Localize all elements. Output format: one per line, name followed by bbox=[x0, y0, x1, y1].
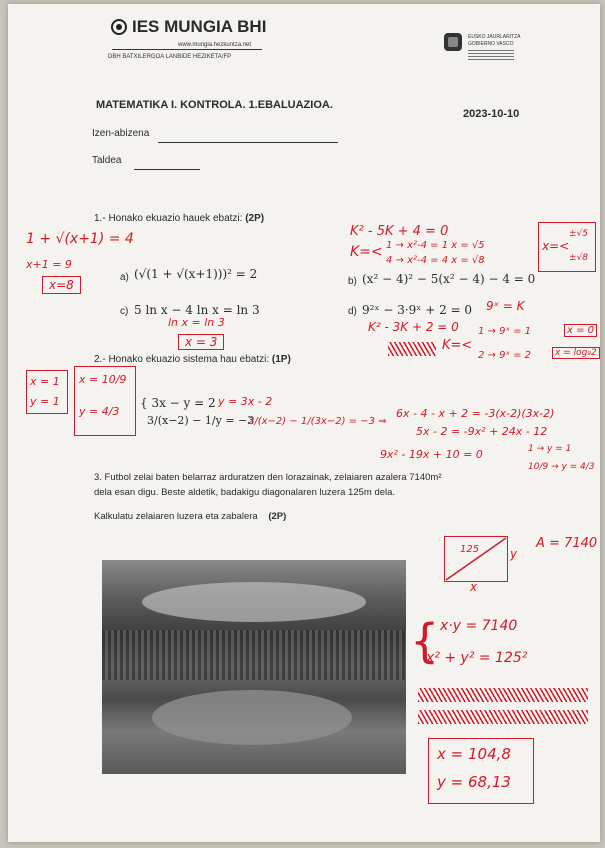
q3-answer-box bbox=[428, 738, 534, 804]
q3-diag-label: 125 bbox=[460, 544, 480, 555]
exam-date: 2023-10-10 bbox=[463, 108, 520, 120]
stadium-stands bbox=[102, 630, 406, 680]
q2-sol1-y: y = 1 bbox=[30, 395, 60, 408]
q1a-label: a) bbox=[120, 272, 129, 283]
q1d-work-1: 9ˣ = K bbox=[486, 299, 525, 313]
q3-line-3 bbox=[94, 511, 286, 522]
group-field[interactable] bbox=[134, 168, 200, 170]
exam-sheet bbox=[8, 4, 600, 842]
q1c-answer: x = 3 bbox=[178, 334, 224, 350]
q3-line-2: dela esan digu. Beste aldetik, badakigu diagonalaren luzera 125m dela. bbox=[94, 487, 396, 498]
q1d-answer-1: x = 0 bbox=[564, 324, 597, 337]
q3-brace: { bbox=[410, 614, 440, 668]
q1a-work-2: x+1 = 9 bbox=[26, 258, 72, 271]
q2-work-4b: 10/9 → y = 4/3 bbox=[528, 462, 595, 472]
name-label: Izen-abizena bbox=[92, 128, 150, 139]
group-label: Taldea bbox=[92, 155, 122, 166]
q1c-work: ln x = ln 3 bbox=[168, 316, 225, 329]
q1b-work-1: K² - 5K + 4 = 0 bbox=[350, 224, 449, 239]
q2-answer-box-2 bbox=[74, 366, 136, 436]
q3-x-label: x bbox=[470, 580, 478, 594]
q1d-work-k: K=< bbox=[442, 338, 473, 353]
q1-prompt bbox=[94, 213, 264, 224]
q3-eq-2: x² + y² = 125² bbox=[426, 650, 528, 666]
q1b-answer-box bbox=[538, 222, 596, 272]
q1b-ans-x: x=< bbox=[542, 239, 570, 253]
q3-points: (2P) bbox=[268, 511, 287, 522]
q2-text: 2.- Honako ekuazio sistema hau ebatzi: bbox=[94, 354, 270, 365]
q3-eq-1: x·y = 7140 bbox=[440, 618, 518, 634]
q2-system-eq1: { 3x − y = 2 bbox=[140, 396, 216, 410]
q3-diagonal bbox=[444, 536, 508, 582]
q1a-work-1: 1 + √(x+1) = 4 bbox=[26, 231, 134, 247]
q1b-answer-2: ±√8 bbox=[569, 253, 589, 263]
q2-prompt bbox=[94, 354, 291, 365]
q2-work-1: 6x - 4 - x + 2 = -3(x-2)(3x-2) bbox=[396, 407, 555, 420]
q1b-equation: (x² − 4)² − 5(x² − 4) − 4 = 0 bbox=[362, 272, 536, 286]
header-divider bbox=[112, 49, 262, 50]
q1c-equation: 5 ln x − 4 ln x = ln 3 bbox=[134, 303, 260, 317]
q1b-work-k: K=< bbox=[350, 244, 383, 260]
q1d-crossed-out bbox=[388, 342, 436, 356]
q3-area-note: A = 7140 bbox=[536, 536, 598, 551]
gov-fineprint bbox=[468, 50, 514, 62]
q2-work-3: 9x² - 19x + 10 = 0 bbox=[380, 448, 483, 461]
q1d-equation: 9²ˣ − 3·9ˣ + 2 = 0 bbox=[362, 303, 473, 317]
q3-crossed-out-2 bbox=[418, 710, 588, 724]
q3-crossed-out-1 bbox=[418, 688, 588, 702]
school-name: IES MUNGIA BHI bbox=[132, 17, 267, 36]
gov-name-1: EUSKO JAURLARITZA bbox=[468, 34, 521, 40]
q1d-work-3b: 2 → 9ˣ = 2 bbox=[478, 350, 531, 361]
stadium-field bbox=[152, 690, 352, 745]
q1-text: 1.- Honako ekuazio hauek ebatzi: bbox=[94, 213, 243, 224]
q1a-equation: (√(1 + √(x+1)))² = 2 bbox=[134, 267, 258, 281]
q2-sol1-x: x = 1 bbox=[30, 375, 60, 388]
stadium-roof bbox=[142, 582, 366, 622]
q2-system-eq2: ​ 3/(x−2) − 1/y = −3 bbox=[140, 414, 255, 427]
q1b-answer-1: ±√5 bbox=[569, 229, 589, 239]
gov-name-2: GOBIERNO VASCO bbox=[468, 41, 514, 47]
q1a-answer: x=8 bbox=[42, 276, 81, 294]
q3-answer-x: x = 104,8 bbox=[437, 745, 511, 763]
q2-sol2-x: x = 10/9 bbox=[79, 373, 127, 386]
q2-sub: 2/(x−2) − 1/(3x−2) = −3 ⇒ bbox=[248, 416, 387, 427]
q2-points: (1P) bbox=[271, 354, 291, 365]
q1c-label: c) bbox=[120, 306, 129, 317]
q1b-label: b) bbox=[348, 276, 357, 287]
q1b-work-2a: 1 → x²-4 = 1 x = √5 bbox=[386, 240, 485, 251]
q3-y-label: y bbox=[510, 547, 518, 561]
q2-work-4a: 1 → y = 1 bbox=[528, 444, 572, 454]
q2-sol2-y: y = 4/3 bbox=[79, 405, 120, 418]
q2-note: y = 3x - 2 bbox=[218, 395, 273, 408]
stadium-photo bbox=[102, 560, 406, 774]
school-website: www.mungia.hezkuntza.net bbox=[178, 42, 252, 48]
q1b-work-2b: 4 → x²-4 = 4 x = √8 bbox=[386, 255, 485, 266]
exam-title: MATEMATIKA I. KONTROLA. 1.EBALUAZIOA. bbox=[96, 99, 333, 111]
q1d-work-3a: 1 → 9ˣ = 1 bbox=[478, 326, 531, 337]
q1d-label: d) bbox=[348, 306, 357, 317]
school-logo-icon bbox=[110, 18, 128, 36]
q1d-answer-2: x = log₉2 bbox=[552, 347, 600, 359]
q2-answer-box-1 bbox=[26, 370, 68, 414]
q3-line-1: 3. Futbol zelai baten belarraz arduratzen den lorazainak, zelaiaren azalera 7140m² bbox=[94, 472, 442, 483]
q1d-work-2: K² - 3K + 2 = 0 bbox=[368, 320, 459, 334]
q1-points: (2P) bbox=[245, 213, 265, 224]
school-programs: DBH BATXILERGOA LANBIDE HEZIKETA/FP bbox=[108, 54, 232, 60]
q3-task: Kalkulatu zelaiaren luzera eta zabalera bbox=[94, 511, 258, 522]
gov-seal-icon bbox=[442, 31, 464, 53]
q3-answer-y: y = 68,13 bbox=[437, 773, 511, 791]
q2-work-2: 5x - 2 = -9x² + 24x - 12 bbox=[416, 425, 548, 438]
name-field[interactable] bbox=[158, 141, 338, 143]
